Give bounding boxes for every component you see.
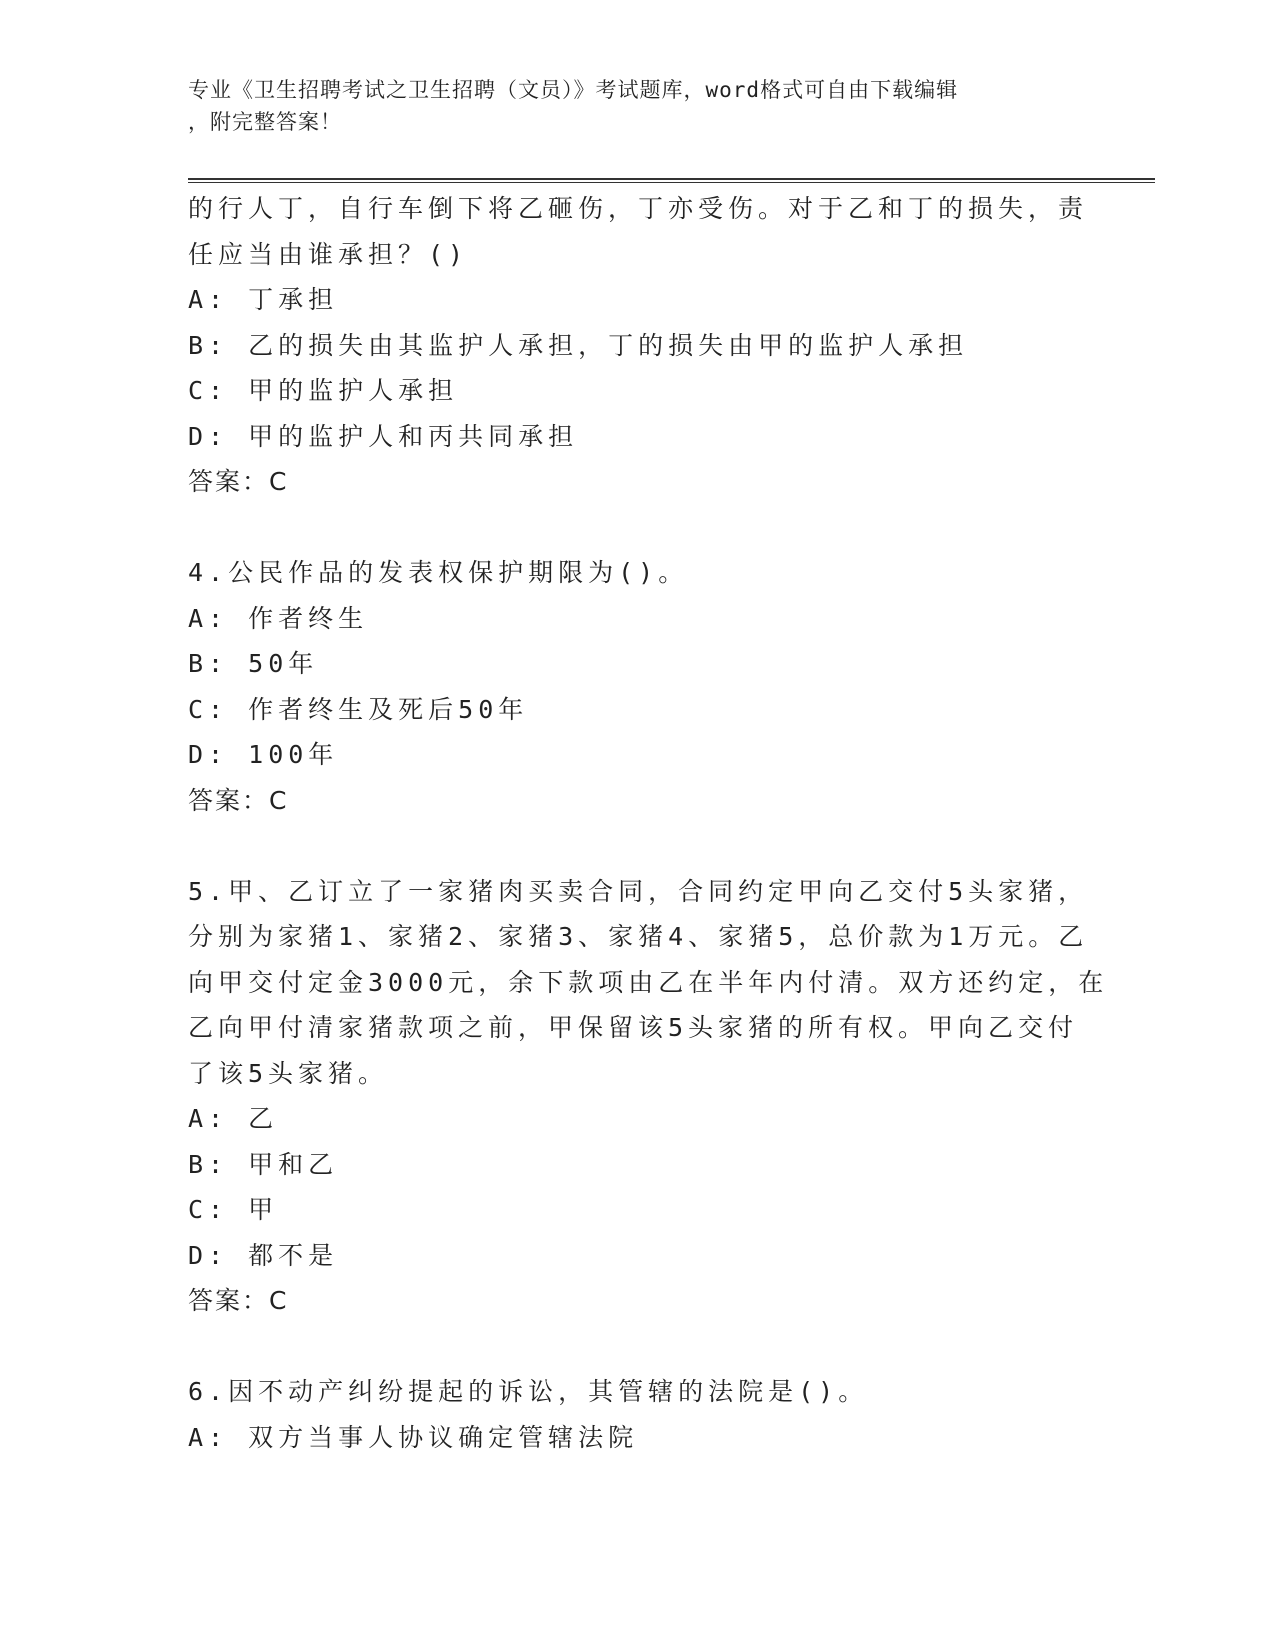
option-b: B: 乙的损失由其监护人承担，丁的损失由甲的监护人承担 [188,330,969,360]
answer-label: 答案：C [188,1286,289,1315]
option-d: D: 100年 [188,740,339,769]
option-d: D: 甲的监护人和丙共同承担 [188,421,579,451]
question-stem-line: 4.公民作品的发表权保护期限为()。 [188,558,689,587]
option-c: C: 甲的监护人承担 [188,376,459,405]
option-a: A: 乙 [188,1104,279,1133]
question-4 [188,550,1088,823]
option-a: A: 作者终生 [188,603,369,633]
spacer [188,1324,1088,1370]
option-a: A: 丁承担 [188,285,339,314]
question-stem-line: 分别为家猪1、家猪2、家猪3、家猪4、家猪5，总价款为1万元。乙 [188,922,1089,951]
option-b: B: 50年 [188,649,319,678]
question-stem-line: 向甲交付定金3000元，余下款项由乙在半年内付清。双方还约定，在 [188,967,1109,997]
spacer [188,823,1088,869]
question-stem-line: 的行人丁，自行车倒下将乙砸伤，丁亦受伤。对于乙和丁的损失，责 [188,194,1089,223]
option-c: C: 甲 [188,1195,279,1224]
question-stem-line: 了该5头家猪。 [188,1058,389,1088]
question-stem-line: 任应当由谁承担？() [188,239,469,269]
question-stem-line: 乙向甲付清家猪款项之前，甲保留该5头家猪的所有权。甲向乙交付 [188,1013,1079,1042]
option-b: B: 甲和乙 [188,1149,339,1179]
spacer [188,505,1088,551]
option-d: D: 都不是 [188,1240,339,1270]
header-line-2: ，附完整答案！ [188,110,342,134]
question-6 [188,1369,1088,1460]
answer-label: 答案：C [188,467,289,496]
page-header [188,74,1068,138]
option-c: C: 作者终生及死后50年 [188,694,529,724]
question-stem-line: 5.甲、乙订立了一家猪肉买卖合同，合同约定甲向乙交付5头家猪， [188,876,1089,906]
question-3 [188,186,1088,505]
answer-label: 答案：C [188,785,289,815]
option-a: A: 双方当事人协议确定管辖法院 [188,1422,639,1452]
header-divider [188,178,1155,183]
question-5 [188,869,1109,1324]
header-line-1: 专业《卫生招聘考试之卫生招聘（文员）》考试题库，word格式可自由下载编辑 [188,78,959,102]
question-stem-line: 6.因不动产纠纷提起的诉讼，其管辖的法院是()。 [188,1377,869,1406]
document-body [188,186,1109,1460]
